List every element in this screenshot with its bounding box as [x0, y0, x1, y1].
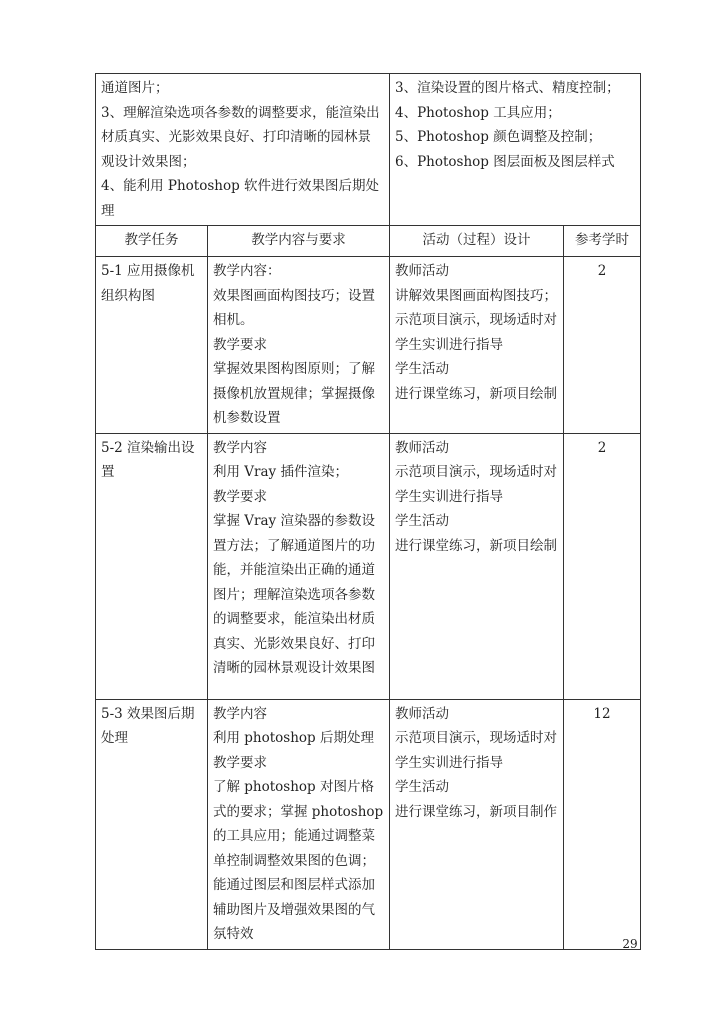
content-cell: 教学内容： 效果图画面构图技巧；设置相机。 教学要求 掌握效果图构图原则；了解摄像机放置规律；掌握摄像机参数设置	[208, 257, 390, 434]
header-hours: 参考学时	[564, 226, 641, 257]
activity-cell: 教师活动 讲解效果图画面构图技巧；示范项目演示，现场适时对学生实训进行指导 学生活动 进行课堂练习，新项目绘制	[390, 257, 564, 434]
task-cell: 5-3 效果图后期处理	[96, 699, 208, 949]
intro-row	[96, 74, 641, 226]
header-task: 教学任务	[96, 226, 208, 257]
table-row	[96, 257, 641, 434]
intro-right-cell: 3、渲染设置的图片格式、精度控制； 4、Photoshop 工具应用； 5、Photoshop 颜色调整及控制； 6、Photoshop 图层面板及图层样式	[390, 74, 641, 226]
table-row	[96, 699, 641, 949]
activity-cell: 教师活动 示范项目演示，现场适时对学生实训进行指导 学生活动 进行课堂练习，新项目制作	[390, 699, 564, 949]
page-number: 29	[622, 937, 638, 951]
curriculum-table	[95, 73, 641, 950]
header-activity: 活动（过程）设计	[390, 226, 564, 257]
content-cell: 教学内容 利用 photoshop 后期处理 教学要求 了解 photoshop 对图片格式的要求；掌握 photoshop 的工具应用；能通过调整菜单控制调整效果图的色调；能通过图层和图层样式添加辅助图片及增强效果图的气氛特效	[208, 699, 390, 949]
table-header-row	[96, 226, 641, 257]
activity-cell: 教师活动 示范项目演示，现场适时对学生实训进行指导 学生活动 进行课堂练习，新项目绘制	[390, 433, 564, 699]
hours-cell: 2	[564, 433, 641, 699]
task-cell: 5-2 渲染输出设置	[96, 433, 208, 699]
hours-cell: 2	[564, 257, 641, 434]
task-cell: 5-1 应用摄像机组织构图	[96, 257, 208, 434]
content-cell: 教学内容 利用 Vray 插件渲染； 教学要求 掌握 Vray 渲染器的参数设置方法；了解通道图片的功能，并能渲染出正确的通道图片；理解渲染选项各参数的调整要求，能渲染出材质真实、光影效果良好、打印清晰的园林景观设计效果图	[208, 433, 390, 699]
table-row	[96, 433, 641, 699]
intro-left-cell: 通道图片； 3、理解渲染选项各参数的调整要求，能渲染出材质真实、光影效果良好、打印清晰的园林景观设计效果图； 4、能利用 Photoshop 软件进行效果图后期处理	[96, 74, 390, 226]
header-content: 教学内容与要求	[208, 226, 390, 257]
hours-cell: 12	[564, 699, 641, 949]
